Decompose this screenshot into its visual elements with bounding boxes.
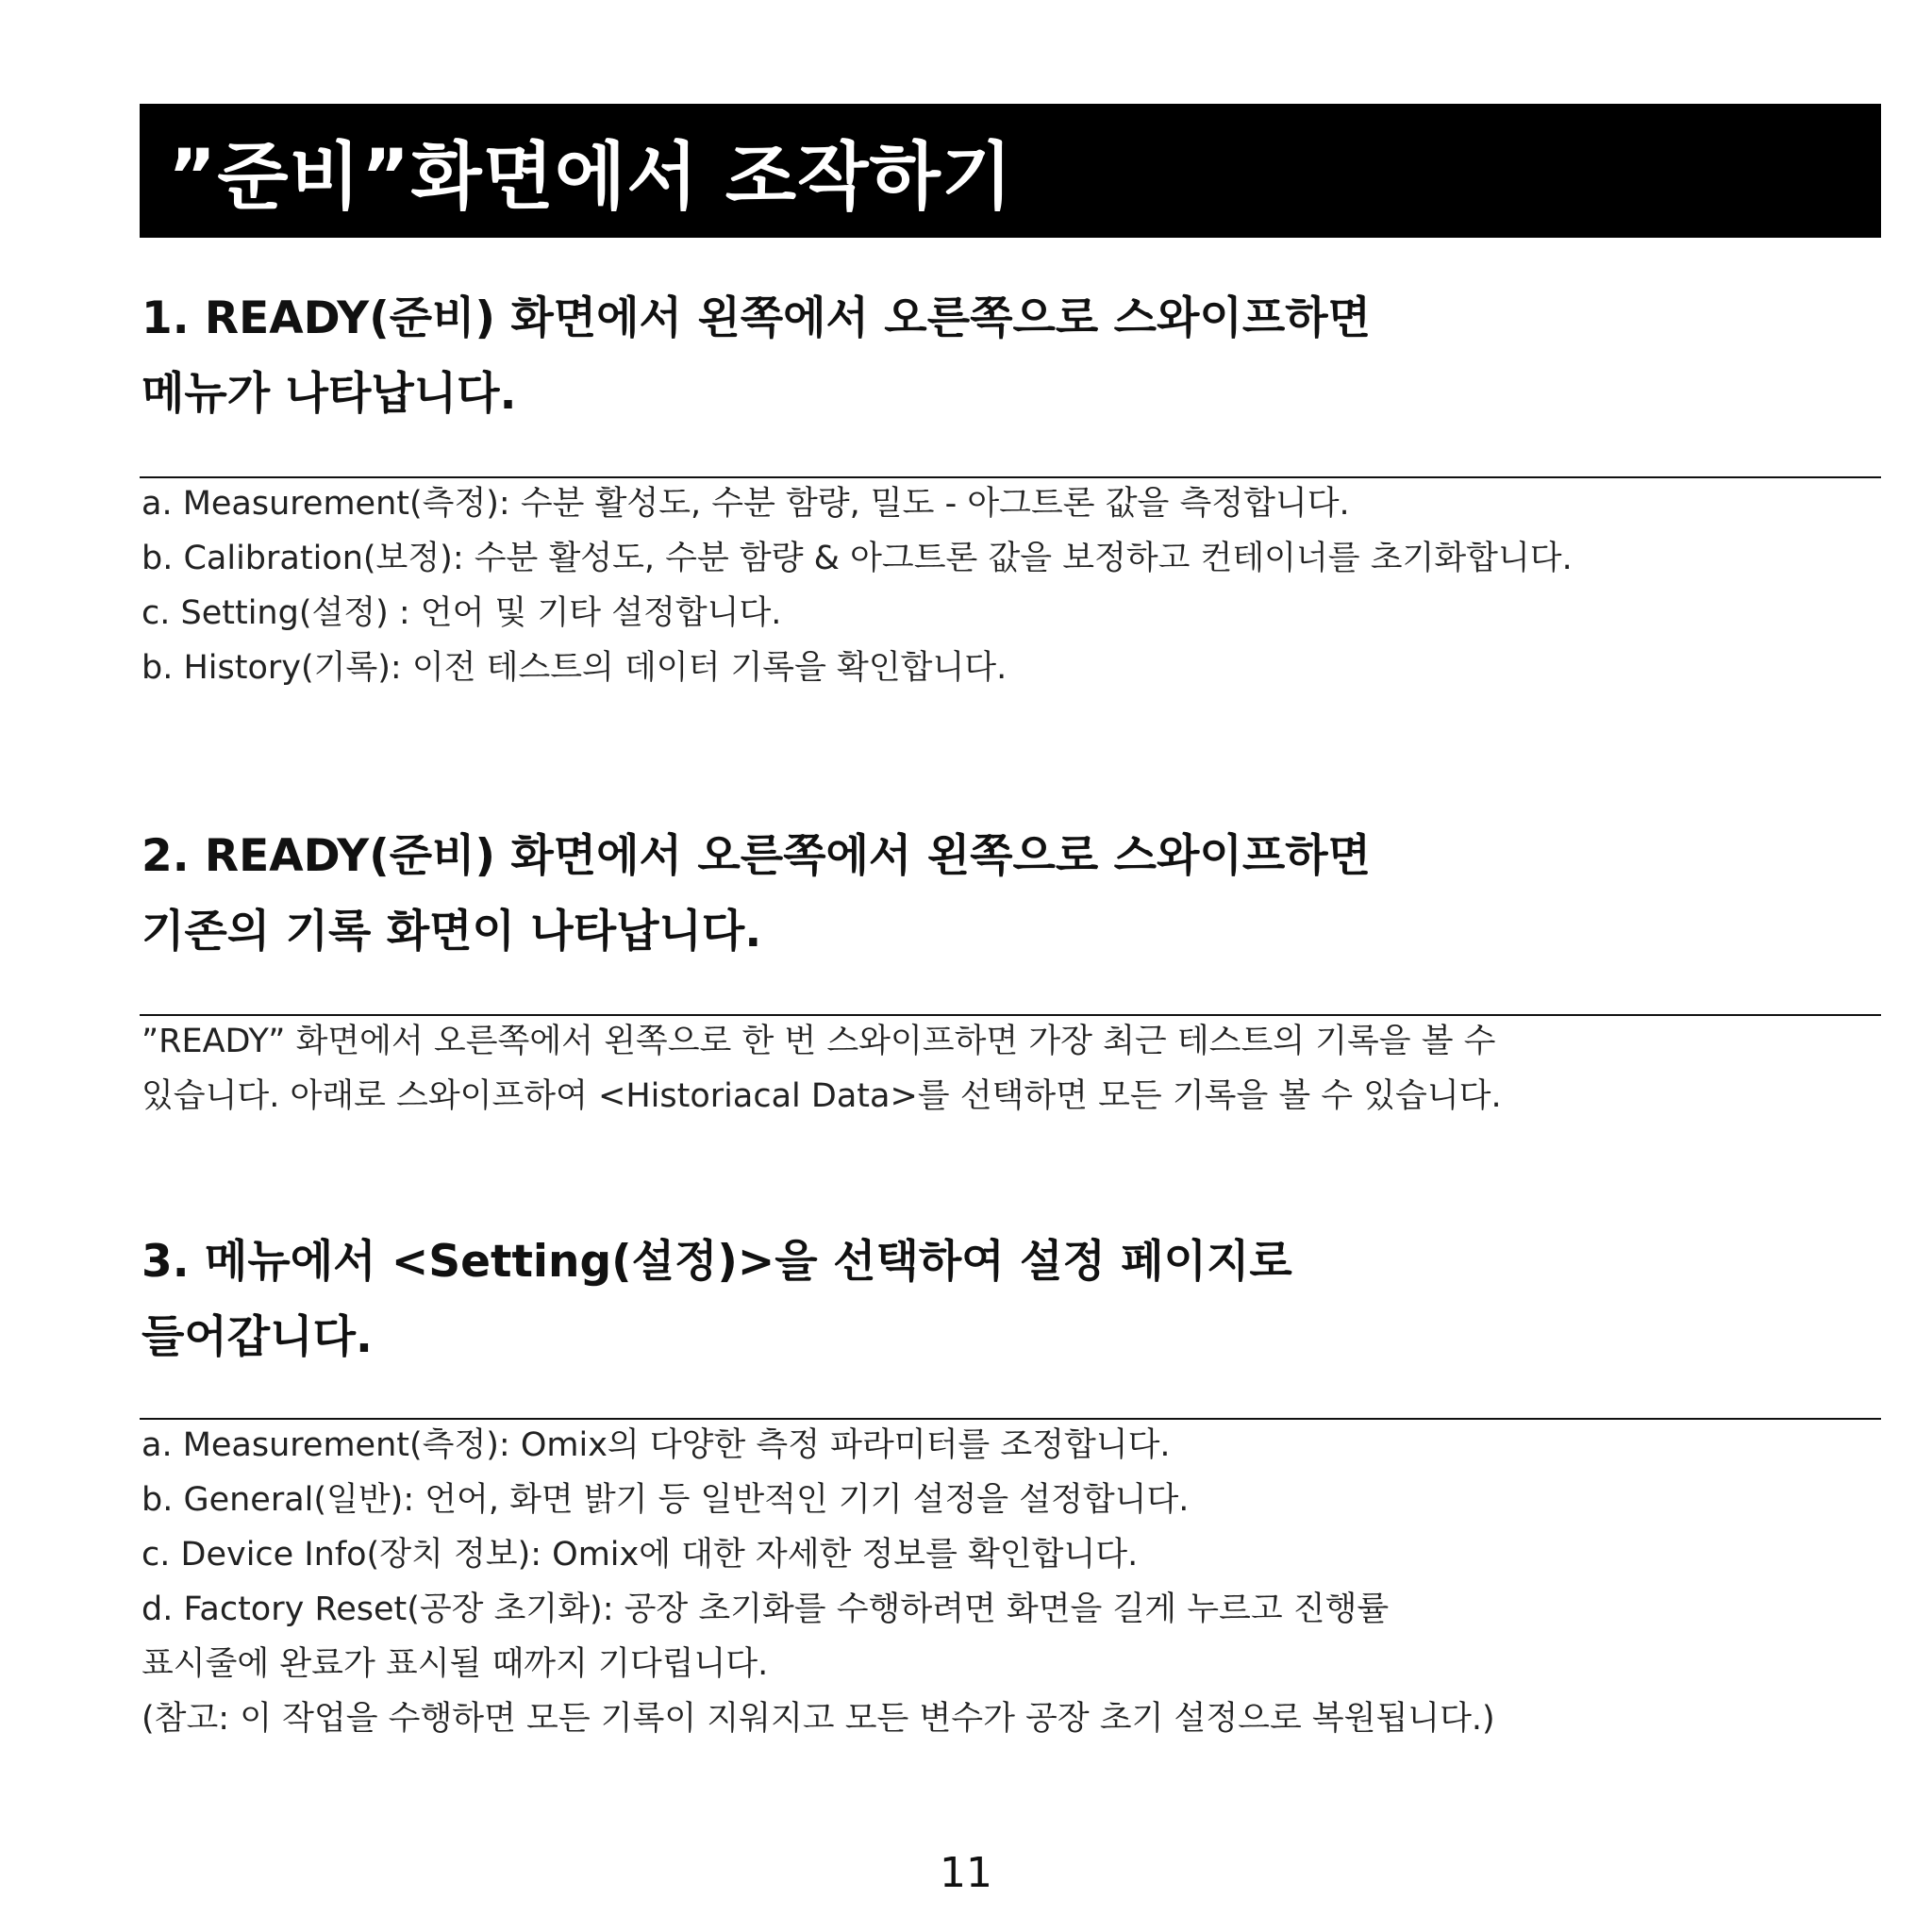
list-item: a. Measurement(측정): 수분 활성도, 수분 함량, 밀도 - 아그트론 값을 측정합니다. — [142, 485, 1350, 523]
section-1-body — [142, 476, 1877, 695]
list-item: d. Factory Reset(공장 초기화): 공장 초기화를 수행하려면 화면을 길게 누르고 진행률 — [142, 1591, 1390, 1628]
section-1-heading — [142, 281, 1745, 432]
section-3-heading-line: 3. 메뉴에서 <Setting(설정)>을 선택하여 설정 페이지로 — [142, 1236, 1292, 1288]
section-2-heading — [142, 819, 1745, 970]
list-item: c. Device Info(장치 정보): Omix에 대한 자세한 정보를 확인합니다. — [142, 1536, 1139, 1574]
list-item: a. Measurement(측정): Omix의 다양한 측정 파라미터를 조정합니다. — [142, 1426, 1171, 1464]
title-bar — [140, 104, 1881, 238]
paragraph-line: ”READY” 화면에서 오른쪽에서 왼쪽으로 한 번 스와이프하면 가장 최근 테스트의 기록을 볼 수 — [142, 1023, 1496, 1060]
section-2-heading-line: 기존의 기록 화면이 나타납니다. — [142, 906, 762, 958]
page-title: ”준비”화면에서 조작하기 — [168, 135, 1014, 220]
list-item: c. Setting(설정) : 언어 및 기타 설정합니다. — [142, 594, 782, 632]
list-item: 표시줄에 완료가 표시될 때까지 기다립니다. — [142, 1645, 769, 1683]
section-2-heading-line: 2. READY(준비) 화면에서 오른쪽에서 왼쪽으로 스와이프하면 — [142, 830, 1372, 882]
list-item: b. History(기록): 이전 테스트의 데이터 기록을 확인합니다. — [142, 649, 1008, 687]
paragraph-line: 있습니다. 아래로 스와이프하여 <Historiacal Data>를 선택하면 모든 기록을 볼 수 있습니다. — [142, 1077, 1502, 1115]
list-item: b. Calibration(보정): 수분 활성도, 수분 함량 & 아그트론 값을 보정하고 컨테이너를 초기화합니다. — [142, 540, 1573, 577]
section-2-body — [142, 1014, 1877, 1124]
page-number: 11 — [940, 1849, 992, 1897]
section-3-heading-line: 들어갑니다. — [142, 1311, 373, 1363]
section-3-body — [142, 1418, 1877, 1746]
section-3-heading — [142, 1224, 1745, 1375]
list-item: b. General(일반): 언어, 화면 밝기 등 일반적인 기기 설정을 설정합니다. — [142, 1481, 1190, 1519]
list-item: (참고: 이 작업을 수행하면 모든 기록이 지워지고 모든 변수가 공장 초기 설정으로 복원됩니다.) — [142, 1700, 1495, 1738]
section-1-heading-line: 1. READY(준비) 화면에서 왼쪽에서 오른쪽으로 스와이프하면 — [142, 292, 1372, 344]
section-1-heading-line: 메뉴가 나타납니다. — [142, 368, 517, 420]
